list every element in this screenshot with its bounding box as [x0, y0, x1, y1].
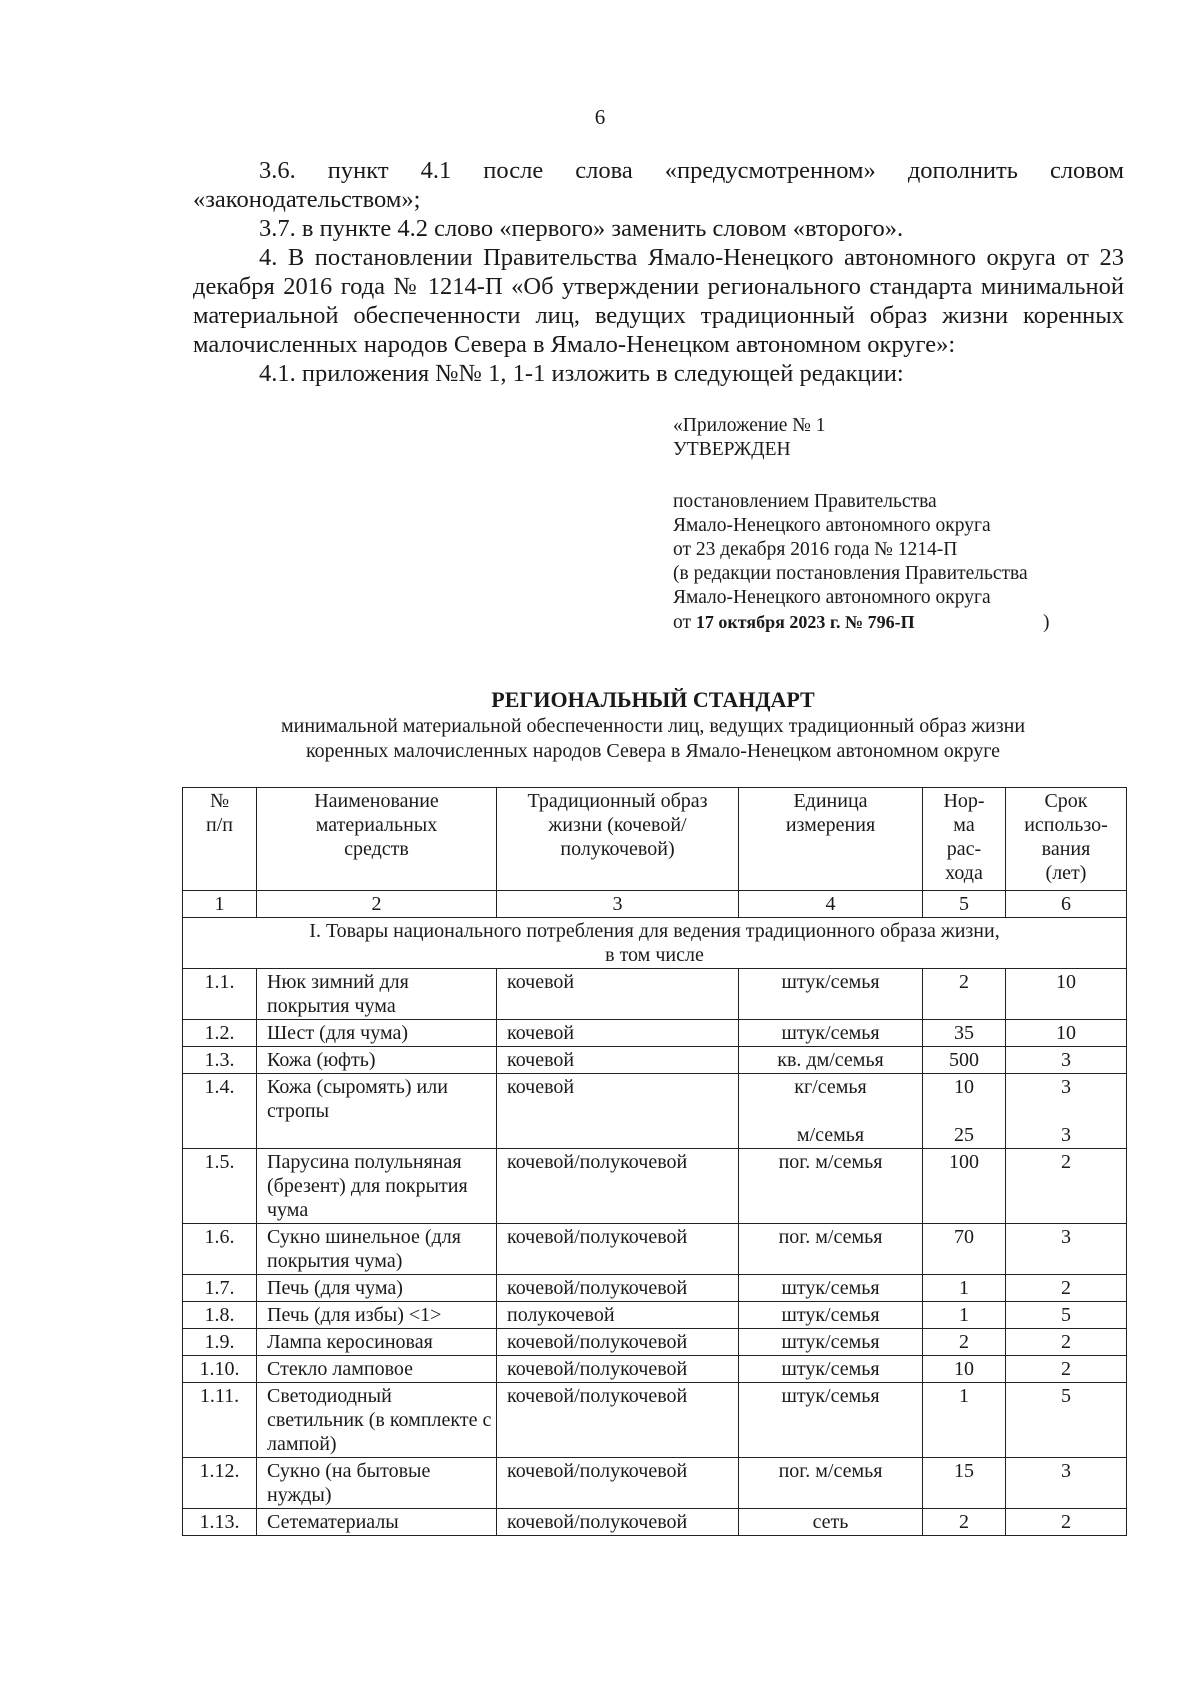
table-row: 1.4. Кожа (сыромять) или стропы кочевой кг/семья м/семья 10 25 3 3: [183, 1074, 1127, 1149]
appendix-line-8: [673, 610, 1028, 635]
page-number: 6: [594, 105, 606, 129]
table-row: 1.13. Сетематериалы кочевой/полукочевой сеть 2 2: [183, 1509, 1127, 1536]
table-row: 1.12. Сукно (на бытовые нужды) кочевой/полукочевой пог. м/семья 15 3: [183, 1458, 1127, 1509]
paragraph-4: 4. В постановлении Правительства Ямало-Ненецкого автономного округа от 23 декабря 2016 года № 1214-П «Об утверждении регионального стандарта минимальной материальной обеспеченности лиц, ведущих традиционный образ жизни коренных малочисленных народов Севера в Ямало-Ненецком автономном округе»:: [193, 244, 1124, 358]
appendix-header: [673, 414, 826, 462]
term-multi-cell: 3 3: [1006, 1074, 1127, 1149]
appendix-date: 17 октября 2023 г. № 796-П: [695, 612, 915, 632]
paragraph-4-1: 4.1. приложения №№ 1, 1-1 изложить в следующей редакции:: [259, 360, 904, 387]
appendix-details: [673, 490, 1028, 635]
column-number-row: 1 2 3 4 5 6: [183, 891, 1127, 918]
table-row: 1.7. Печь (для чума) кочевой/полукочевой штук/семья 1 2: [183, 1275, 1127, 1302]
header-lifestyle: Традиционный образ жизни (кочевой/ полукочевой): [497, 788, 739, 891]
table-row: 1.11. Светодиодный светильник (в комплекте с лампой) кочевой/полукочевой штук/семья 1 5: [183, 1383, 1127, 1458]
appendix-line-7: Ямало-Ненецкого автономного округа: [673, 587, 991, 608]
appendix-close-paren: ): [1043, 612, 1050, 633]
table-row: 1.1. Нюк зимний для покрытия чума кочевой штук/семья 2 10: [183, 969, 1127, 1020]
appendix-line-6: (в редакции постановления Правительства: [673, 563, 1028, 584]
section-heading: I. Товары национального потребления для ведения традиционного образа жизни, в том числе: [183, 918, 1127, 969]
title-block: [180, 686, 1126, 764]
appendix-date-prefix: от: [673, 612, 692, 633]
table-row: 1.9. Лампа керосиновая кочевой/полукочевой штук/семья 2 2: [183, 1329, 1127, 1356]
table-row: 1.2. Шест (для чума) кочевой штук/семья 35 10: [183, 1020, 1127, 1047]
table-header-row: [183, 788, 1127, 891]
paragraph-3-6: 3.6. пункт 4.1 после слова «предусмотренном» дополнить словом «законодательством»;: [193, 157, 1124, 213]
body-text: [193, 156, 1124, 388]
document-subtitle-line-2: коренных малочисленных народов Севера в Ямало-Ненецком автономном округе: [305, 740, 1001, 762]
appendix-line-3: постановлением Правительства: [673, 491, 937, 512]
section-row: [183, 918, 1127, 969]
header-norm: Нор- ма рас- хода: [923, 788, 1006, 891]
header-term: Срок использо- вания (лет): [1006, 788, 1127, 891]
appendix-line-4: Ямало-Ненецкого автономного округа: [673, 515, 991, 536]
header-num: № п/п: [183, 788, 257, 891]
header-unit: Единица измерения: [739, 788, 923, 891]
standard-table: [182, 787, 1127, 1536]
appendix-label: «Приложение № 1: [673, 415, 826, 436]
document-title: РЕГИОНАЛЬНЫЙ СТАНДАРТ: [491, 687, 815, 712]
header-name: Наименование материальных средств: [257, 788, 497, 891]
approved-label: УТВЕРЖДЕН: [673, 439, 791, 460]
paragraph-3-7: 3.7. в пункте 4.2 слово «первого» заменить словом «второго».: [259, 215, 904, 242]
document-subtitle-line-1: минимальной материальной обеспеченности лиц, ведущих традиционный образ жизни: [280, 715, 1026, 737]
table-row: 1.3. Кожа (юфть) кочевой кв. дм/семья 500 3: [183, 1047, 1127, 1074]
appendix-line-5: от 23 декабря 2016 года № 1214-П: [673, 539, 958, 560]
table-row: 1.5. Парусина полульняная (брезент) для покрытия чума кочевой/полукочевой пог. м/семья 100 2: [183, 1149, 1127, 1224]
table-row: 1.10. Стекло ламповое кочевой/полукочевой штук/семья 10 2: [183, 1356, 1127, 1383]
norm-multi-cell: 10 25: [923, 1074, 1006, 1149]
table-row: 1.8. Печь (для избы) <1> полукочевой штук/семья 1 5: [183, 1302, 1127, 1329]
table-row: 1.6. Сукно шинельное (для покрытия чума) кочевой/полукочевой пог. м/семья 70 3: [183, 1224, 1127, 1275]
unit-multi-cell: кг/семья м/семья: [739, 1074, 923, 1149]
